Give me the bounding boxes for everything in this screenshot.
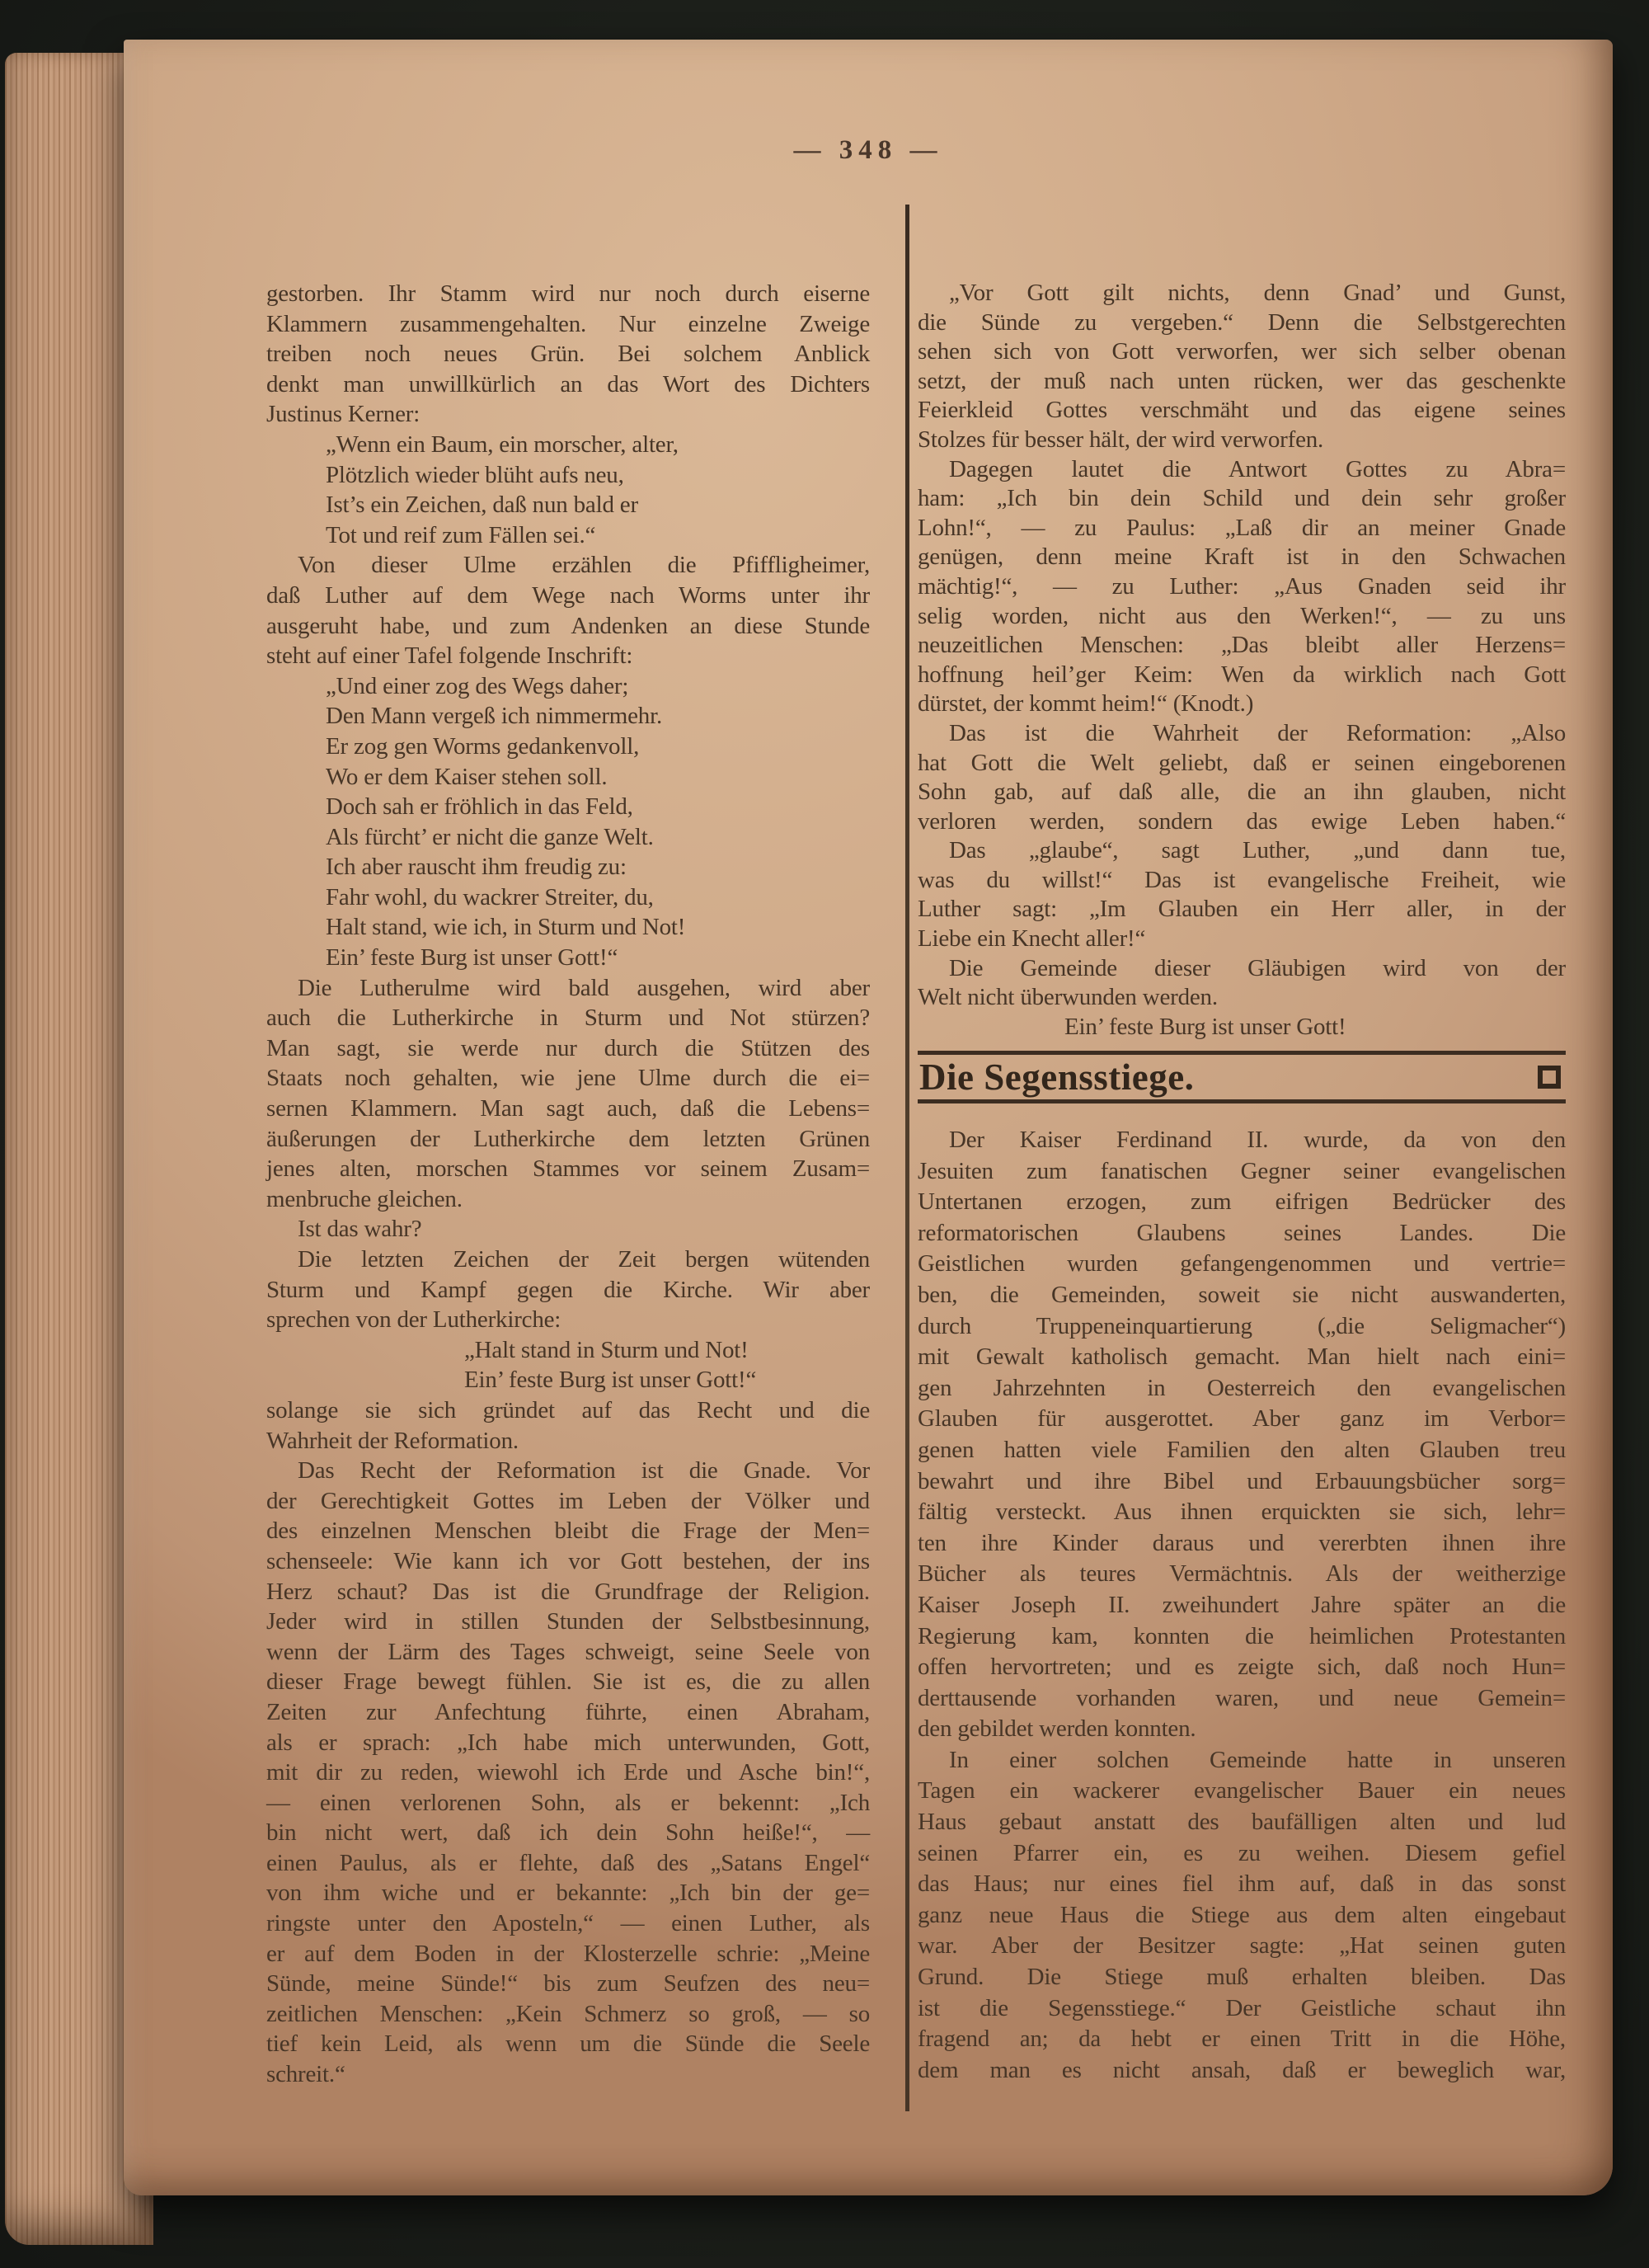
text-line: war. Aber der Besitzer sagte: „Hat seinen guten — [918, 1932, 1566, 1960]
text-line: Man sagt, sie werde nur durch die Stützen des — [266, 1034, 870, 1061]
text-line: einen Paulus, als er flehte, daß des „Satans Engel“ — [266, 1849, 870, 1876]
text-line: Sünde, meine Sünde!“ bis zum Seufzen des neu= — [266, 1970, 870, 1997]
text-line: Die Gemeinde dieser Gläubigen wird von der — [949, 954, 1566, 981]
text-line: Geistlichen wurden gefangengenommen und vertrie= — [918, 1250, 1566, 1278]
text-line: zeitlichen Menschen: „Kein Schmerz so groß, — so — [266, 2000, 870, 2027]
text-line: das Haus; nur eines fiel ihm auf, daß in das sonst — [918, 1870, 1566, 1898]
right-column-bottom — [918, 1125, 1566, 2086]
text-line: Bücher als teures Vermächtnis. Als der weitherzige — [918, 1560, 1566, 1588]
text-line: als er sprach: „Ich habe mich unterwunden, Gott, — [266, 1729, 870, 1756]
text-line: denkt man unwillkürlich an das Wort des Dichters — [266, 370, 870, 398]
text-line: Lohn!“, — zu Paulus: „Laß dir an meiner Gnade — [918, 514, 1566, 541]
text-line: die Sünde zu vergeben.“ Denn die Selbstgerechten — [918, 308, 1566, 336]
text-line: setzt, der muß nach unten rücken, wer das geschenkte — [918, 367, 1566, 394]
text-line: daß Luther auf dem Wege nach Worms unter ihr — [266, 581, 870, 609]
right-column-top — [918, 279, 1566, 1042]
text-line: treiben noch neues Grün. Bei solchem Anblick — [266, 341, 870, 368]
text-line: mächtig!“, — zu Luther: „Aus Gnaden seid ihr — [918, 572, 1566, 600]
text-line: seinen Pfarrer ein, es zu weihen. Diesem gefiel — [918, 1839, 1566, 1866]
text-line: Das ist die Wahrheit der Reformation: „Also — [949, 719, 1566, 746]
text-line: Welt nicht überwunden werden. — [918, 984, 1218, 1011]
text-line: verloren werden, sondern das ewige Leben haben.“ — [918, 807, 1566, 835]
text-line: fältig versteckt. Aus ihnen erquickten sie sich, lehr= — [918, 1499, 1566, 1526]
text-line: Untertanen erzogen, zum eifrigen Bedrücker des — [918, 1188, 1566, 1216]
text-line: mit Gewalt katholisch gemacht. Man hielt nach eini= — [918, 1343, 1566, 1371]
text-line: den gebildet werden konnten. — [918, 1715, 1196, 1743]
text-line: Stolzes für besser hält, der wird verworfen. — [918, 426, 1324, 453]
text-line: ganz neue Haus die Stiege aus dem alten eingebaut — [918, 1901, 1566, 1928]
text-line: Den Mann vergeß ich nimmermehr. — [326, 703, 663, 730]
text-line: Ist’s ein Zeichen, daß nun bald er — [326, 492, 638, 519]
text-line: Die Lutherulme wird bald ausgehen, wird aber — [298, 974, 870, 1001]
text-line: bin nicht wert, daß ich dein Sohn heiße!“, — — [266, 1819, 870, 1847]
text-line: ringste unter den Aposteln,“ — einen Luther, als — [266, 1910, 870, 1937]
text-line: derttausende vorhanden waren, und neue Gemein= — [918, 1684, 1566, 1711]
text-line: Luther sagt: „Im Glauben ein Herr aller, in der — [918, 896, 1566, 923]
text-line: bewahrt und ihre Bibel und Erbauungsbücher sorg= — [918, 1467, 1566, 1494]
text-line: von ihm wiche und er bekannte: „Ich bin der ge= — [266, 1880, 870, 1907]
text-line: was du willst!“ Das ist evangelische Freiheit, wie — [918, 866, 1566, 893]
text-line: ausgeruht habe, und zum Andenken an diese Stunde — [266, 612, 870, 639]
text-line: dem man es nicht ansah, daß er beweglich war, — [918, 2056, 1566, 2083]
text-line: Zeiten zur Anfechtung führte, einen Abraham, — [266, 1698, 870, 1725]
text-line: Justinus Kerner: — [266, 401, 420, 428]
text-line: sehen sich von Gott verworfen, wer sich selber obenan — [918, 338, 1566, 365]
text-line: offen hervortreten; und es zeigte sich, daß noch Hun= — [918, 1654, 1566, 1681]
text-line: Regierung kam, konnten die heimlichen Protestanten — [918, 1622, 1566, 1649]
text-line: ham: „Ich bin dein Schild und dein sehr großer — [918, 485, 1566, 512]
text-line: sprechen von der Lutherkirche: — [266, 1306, 561, 1334]
text-line: dürstet, der kommt heim!“ (Knodt.) — [918, 690, 1254, 718]
text-line: Herz schaut? Das ist die Grundfrage der Religion. — [266, 1578, 870, 1605]
text-line: ist die Segensstiege.“ Der Geistliche schaut ihn — [918, 1994, 1566, 2021]
text-line: mit dir zu reden, wiewohl ich Erde und Asche bin!“, — [266, 1759, 870, 1786]
text-line: „Und einer zog des Wegs daher; — [326, 672, 629, 699]
text-line: reformatorischen Glaubens seines Landes. Die — [918, 1219, 1566, 1246]
text-line: des einzelnen Menschen bleibt die Frage der Men= — [266, 1517, 870, 1545]
text-line: tief kein Leid, als wenn um die Sünde die Seele — [266, 2030, 870, 2058]
text-line: neuzeitlichen Menschen: „Das bleibt aller Herzens= — [918, 632, 1566, 659]
text-line: Ein’ feste Burg ist unser Gott!“ — [464, 1367, 757, 1394]
text-line: Grund. Die Stiege muß erhalten bleiben. Das — [918, 1964, 1566, 1991]
text-line: äußerungen der Lutherkirche dem letzten Grünen — [266, 1125, 870, 1152]
text-line: Kaiser Joseph II. zweihundert Jahre später an die — [918, 1591, 1566, 1618]
text-line: Jesuiten zum fanatischen Gegner seiner evangelischen — [918, 1157, 1566, 1184]
text-line: Tot und reif zum Fällen sei.“ — [326, 521, 596, 548]
text-line: In einer solchen Gemeinde hatte in unseren — [949, 1746, 1566, 1773]
text-line: „Wenn ein Baum, ein morscher, alter, — [326, 431, 679, 458]
text-line: ten ihre Kinder daraus und vererbten ihnen ihre — [918, 1529, 1566, 1556]
text-line: Wahrheit der Reformation. — [266, 1427, 519, 1454]
text-line: sernen Klammern. Man sagt auch, daß die Lebens= — [266, 1095, 870, 1122]
text-line: Liebe ein Knecht aller!“ — [918, 925, 1146, 953]
text-line: Er zog gen Worms gedankenvoll, — [326, 732, 640, 760]
text-line: Ich aber rauscht ihm freudig zu: — [326, 854, 627, 881]
text-line: Dagegen lautet die Antwort Gottes zu Abra= — [949, 455, 1566, 482]
text-line: hat Gott die Welt geliebt, daß er seinen eingeborenen — [918, 749, 1566, 776]
text-line: der Gerechtigkeit Gottes im Leben der Völker und — [266, 1487, 870, 1514]
text-line: fragend an; da hebt er einen Tritt in die Höhe, — [918, 2026, 1566, 2053]
section-heading-block — [918, 1051, 1566, 1103]
text-line: solange sie sich gründet auf das Recht und die — [266, 1396, 870, 1423]
text-line: Ein’ feste Burg ist unser Gott! — [1064, 1013, 1346, 1040]
text-line: Doch sah er fröhlich in das Feld, — [326, 793, 633, 821]
text-line: steht auf einer Tafel folgende Inschrift: — [266, 642, 633, 670]
text-line: Ein’ feste Burg ist unser Gott!“ — [326, 944, 618, 972]
text-line: Von dieser Ulme erzählen die Pfiffligheimer, — [298, 552, 870, 579]
book-page — [124, 40, 1613, 2195]
text-line: Halt stand, wie ich, in Sturm und Not! — [326, 914, 686, 941]
text-line: schenseele: Wie kann ich vor Gott bestehen, der ins — [266, 1547, 870, 1574]
text-line: gestorben. Ihr Stamm wird nur noch durch eiserne — [266, 280, 870, 307]
text-line: hoffnung heil’ger Keim: Wen da wirklich nach Gott — [918, 661, 1566, 688]
text-line: Die letzten Zeichen der Zeit bergen wütenden — [298, 1246, 870, 1273]
text-line: Jeder wird in stillen Stunden der Selbstbesinnung, — [266, 1608, 870, 1635]
text-line: gen Jahrzehnten in Oesterreich den evangelischen — [918, 1374, 1566, 1401]
text-line: Sturm und Kampf gegen die Kirche. Wir aber — [266, 1276, 870, 1303]
text-line: Glauben für ausgerottet. Aber ganz im Verbor= — [918, 1405, 1566, 1433]
text-line: Sohn gab, auf daß alle, die an ihn glauben, nicht — [918, 779, 1566, 806]
text-line: Tagen ein wackerer evangelischer Bauer ein neues — [918, 1777, 1566, 1805]
text-line: „Halt stand in Sturm und Not! — [464, 1336, 749, 1363]
text-line: Staats noch gehalten, wie jene Ulme durch die ei= — [266, 1065, 870, 1092]
text-line: genügen, denn meine Kraft ist in den Schwachen — [918, 543, 1566, 571]
text-line: durch Truppeneinquartierung („die Seligmacher“) — [918, 1312, 1566, 1339]
section-title: Die Segensstiege. — [919, 1056, 1195, 1098]
text-line: Haus gebaut anstatt des baufälligen alten und lud — [918, 1809, 1566, 1836]
text-line: menbruche gleichen. — [266, 1185, 463, 1212]
text-line: Plötzlich wieder blüht aufs neu, — [326, 461, 624, 488]
heading-rule-bottom — [918, 1099, 1566, 1103]
left-column — [266, 279, 870, 2090]
page-number: — 348 — — [793, 135, 943, 165]
text-line: Als fürcht’ er nicht die ganze Welt. — [326, 823, 654, 850]
text-line: dieser Frage bewegt fühlen. Sie ist es, die zu allen — [266, 1668, 870, 1696]
text-line: jenes alten, morschen Stammes vor seinem Zusam= — [266, 1155, 870, 1183]
text-line: Klammern zusammengehalten. Nur einzelne Zweige — [266, 310, 870, 337]
text-line: schreit.“ — [266, 2061, 345, 2088]
text-line: Wo er dem Kaiser stehen soll. — [326, 763, 608, 790]
text-line: Feierkleid Gottes verschmäht und das eigene seines — [918, 397, 1566, 424]
text-line: Der Kaiser Ferdinand II. wurde, da von den — [949, 1127, 1566, 1153]
text-line: — einen verlorenen Sohn, als er bekennt: „Ich — [266, 1789, 870, 1816]
text-line: Fahr wohl, du wackrer Streiter, du, — [326, 883, 654, 910]
text-line: auch die Lutherkirche in Sturm und Not stürzen? — [266, 1005, 870, 1032]
text-line: genen hatten viele Familien den alten Glauben treu — [918, 1436, 1566, 1463]
text-line: Das „glaube“, sagt Luther, „und dann tue, — [949, 837, 1566, 864]
text-line: ben, die Gemeinden, soweit sie nicht auswanderten, — [918, 1281, 1566, 1308]
text-line: selig worden, nicht aus den Werken!“, — zu uns — [918, 602, 1566, 629]
text-line: Das Recht der Reformation ist die Gnade. Vor — [298, 1457, 870, 1485]
text-line: er auf dem Boden in der Klosterzelle schrie: „Meine — [266, 1940, 870, 1967]
text-line: Ist das wahr? — [298, 1216, 422, 1243]
column-divider — [905, 205, 909, 2111]
text-line: wenn der Lärm des Tages schweigt, seine Seele von — [266, 1638, 870, 1665]
text-line: „Vor Gott gilt nichts, denn Gnad’ und Gunst, — [949, 280, 1566, 306]
section-end-square-icon — [1538, 1066, 1561, 1089]
